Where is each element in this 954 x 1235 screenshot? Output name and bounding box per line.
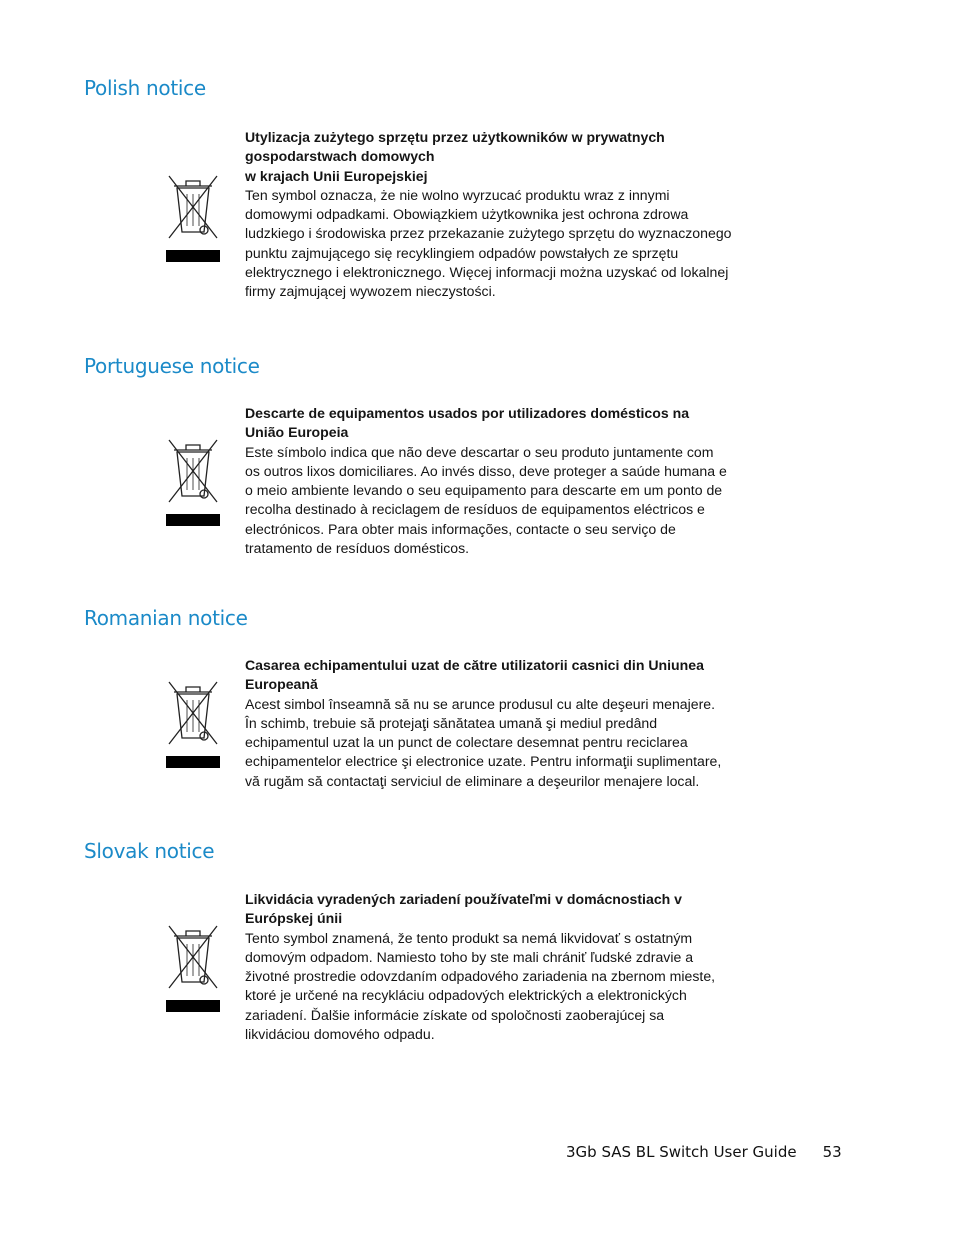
weee-crossed-bin-icon (166, 920, 220, 1012)
notice-block-romanian (245, 656, 785, 791)
notice-text-line: electrónicos. Para obter mais informações, contacte o seu serviço de (245, 520, 676, 537)
notice-title-line: Casarea echipamentului uzat de către utilizatorii casnici din Uniunea (245, 657, 704, 673)
notice-text-line: Tento symbol znamená, že tento produkt sa nemá likvidovať s ostatným (245, 929, 693, 946)
notice-title-line: União Europeia (245, 424, 349, 441)
weee-crossed-bin-icon (166, 434, 220, 526)
notice-text-line: recolha destinado à reciclagem de resíduos de equipamentos eléctricos e (245, 501, 705, 518)
notice-text (245, 929, 785, 1045)
weee-crossed-bin-icon (166, 170, 220, 262)
notice-text-line: Acest simbol înseamnă să nu se arunce produsul cu alte deşeuri menajere. (245, 695, 716, 712)
notice-block-polish (245, 128, 785, 302)
notice-text (245, 443, 785, 559)
notice-text-line: životné prostredie odovzdaním odpadového zariadenia na zbernom mieste, (245, 968, 716, 985)
notice-text-line: ktoré je určené na recykláciu odpadových elektrických a elektronických (245, 987, 687, 1004)
page-footer (566, 1143, 842, 1161)
notice-text-line: os outros lixos domiciliares. Ao invés disso, deve proteger a saúde humana e (245, 462, 727, 479)
notice-text-line: firmy zajmującej wywozem nieczystości. (245, 283, 496, 300)
notice-text-line: vă rugăm să contactaţi serviciul de eliminare a deşeurilor menajere local. (245, 772, 700, 789)
notice-text (245, 695, 785, 791)
notice-block-slovak (245, 890, 785, 1044)
notice-text-line: zariadení. Ďalšie informácie získate od spoločnosti zaoberajúcej sa (245, 1006, 665, 1023)
notice-title (245, 656, 785, 695)
notice-text-line: ludzkiego i środowiska przez przekazanie zużytego sprzętu do wyznaczonego (245, 225, 732, 242)
weee-crossed-bin-icon (166, 676, 220, 768)
notice-title (245, 890, 785, 929)
notice-text (245, 186, 785, 302)
notice-title-line: Utylizacja zużytego sprzętu przez użytkowników w prywatnych (245, 129, 665, 145)
notice-text-line: tratamento de resíduos domésticos. (245, 540, 470, 557)
notice-title (245, 404, 785, 443)
notice-text-line: Ten symbol oznacza, że nie wolno wyrzucać produktu wraz z innymi (245, 186, 670, 203)
notice-title-line: Europeană (245, 676, 318, 693)
section-heading-portuguese: Portuguese notice (84, 354, 260, 378)
notice-text-line: domowymi odpadkami. Obowiązkiem użytkownika jest ochrona zdrowa (245, 206, 689, 223)
notice-text-line: likvidáciou domového odpadu. (245, 1026, 435, 1043)
notice-text-line: echipamentelor electrice şi electronice uzate. Pentru informaţii suplimentare, (245, 753, 722, 770)
notice-text-line: elektrycznego i elektronicznego. Więcej informacji można uzyskać od lokalnej (245, 264, 729, 281)
section-heading-slovak: Slovak notice (84, 839, 215, 863)
notice-text-line: punktu zajmującego się recyklingiem odpadów powstałych ze sprzętu (245, 244, 679, 261)
notice-text-line: echipamentul uzat la un punct de colectare desemnat pentru reciclarea (245, 734, 688, 751)
notice-text-line: domovým odpadom. Namiesto toho by ste mali chrániť ľudské zdravie a (245, 948, 694, 965)
guide-title: 3Gb SAS BL Switch User Guide (566, 1143, 797, 1161)
notice-block-portuguese (245, 404, 785, 558)
section-heading-romanian: Romanian notice (84, 606, 248, 630)
notice-title-line: w krajach Unii Europejskiej (245, 167, 428, 184)
notice-title-line: Európskej únii (245, 910, 343, 927)
notice-text-line: o meio ambiente levando o seu equipamento para descarte em um ponto de (245, 482, 723, 499)
section-heading-polish: Polish notice (84, 76, 206, 100)
notice-title-line: Likvidácia vyradených zariadení používateľmi v domácnostiach v (245, 891, 683, 907)
notice-text-line: Este símbolo indica que não deve descartar o seu produto juntamente com (245, 443, 714, 460)
page-number: 53 (822, 1143, 842, 1161)
notice-title-line: gospodarstwach domowych (245, 148, 435, 165)
notice-text-line: În schimb, trebuie să protejaţi sănătatea umană şi mediul predând (245, 714, 658, 731)
notice-title (245, 128, 785, 186)
notice-title-line: Descarte de equipamentos usados por utilizadores domésticos na (245, 405, 690, 421)
